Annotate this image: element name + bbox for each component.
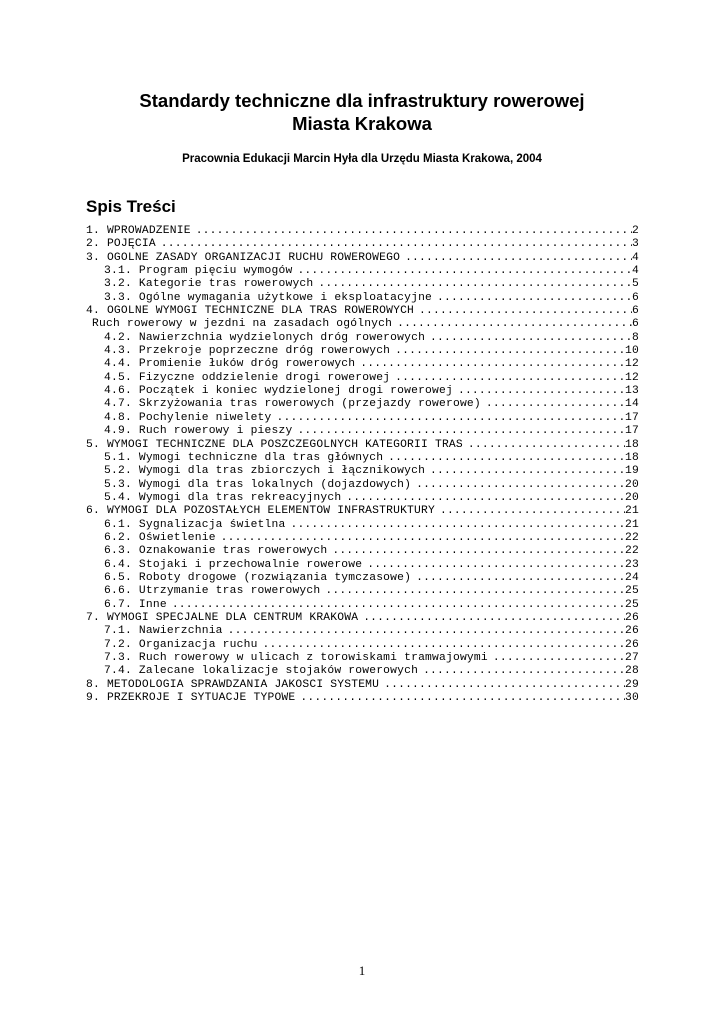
- toc-entry-title: 4.4. Promienie łuków dróg rowerowych: [104, 358, 356, 371]
- toc-dot-leader: [458, 385, 625, 398]
- toc-entry-page: 8: [632, 331, 639, 344]
- toc-entry-page: 12: [625, 371, 639, 384]
- toc-entry[interactable]: [86, 465, 639, 478]
- document-title-line1: Standardy techniczne dla infrastruktury rowerowej: [139, 90, 585, 111]
- toc-entry-page: 6: [632, 305, 639, 318]
- toc-entry[interactable]: [86, 318, 639, 331]
- toc-entry-title: 3.2. Kategorie tras rowerowych: [104, 278, 314, 291]
- toc-entry-page: 10: [625, 345, 639, 358]
- toc-entry-title: 6.1. Sygnalizacja świetlna: [104, 518, 286, 531]
- toc-entry[interactable]: [86, 665, 639, 678]
- toc-entry[interactable]: [86, 692, 639, 705]
- toc-entry-page: 4: [632, 251, 639, 264]
- toc-entry-page: 26: [625, 611, 639, 624]
- toc-dot-leader: [416, 572, 625, 585]
- toc-entry[interactable]: [86, 425, 639, 438]
- toc-entry-page: 22: [625, 545, 639, 558]
- toc-entry-title: 5. WYMOGI TECHNICZNE DLA POSZCZEGÓLNYCH KATEGORII TRAS: [86, 438, 463, 451]
- toc-entry[interactable]: [86, 492, 639, 505]
- toc-dot-leader: [332, 545, 625, 558]
- toc-entry[interactable]: [86, 358, 639, 371]
- document-title-line2: Miasta Krakowa: [292, 113, 432, 134]
- toc-entry[interactable]: [86, 572, 639, 585]
- toc-entry[interactable]: [86, 625, 639, 638]
- toc-entry[interactable]: [86, 292, 639, 305]
- toc-entry-page: 27: [625, 652, 639, 664]
- toc-entry-page: 6: [632, 291, 639, 304]
- toc-entry-title: 6.5. Roboty drogowe (rozwiązania tymczasowe): [104, 571, 412, 584]
- toc-entry-page: 22: [625, 531, 639, 544]
- toc-entry-title: 6.3. Oznakowanie tras rowerowych: [104, 545, 328, 558]
- toc-entry-page: 21: [625, 505, 639, 518]
- toc-dot-leader: [363, 612, 625, 625]
- toc-dot-leader: [221, 532, 625, 545]
- toc-entry-page: 2: [632, 225, 639, 237]
- toc-entry[interactable]: [86, 652, 639, 665]
- toc-entry-title: 4. OGÓLNE WYMOGI TECHNICZNE DLA TRAS ROWEROWYCH: [86, 305, 415, 318]
- toc-dot-leader: [360, 358, 625, 371]
- toc-entry-title: 4.7. Skrzyżowania tras rowerowych (przejazdy rowerowe): [104, 398, 481, 411]
- toc-dot-leader: [388, 452, 625, 465]
- toc-entry-title: 4.5. Fizyczne oddzielenie drogi rowerowej: [104, 371, 391, 384]
- toc-dot-leader: [318, 278, 632, 291]
- toc-entry-title: 6.6. Utrzymanie tras rowerowych: [104, 585, 321, 598]
- toc-entry-title: 4.9. Ruch rowerowy i pieszy: [104, 425, 293, 438]
- toc-entry-page: 25: [625, 598, 639, 611]
- toc-entry[interactable]: [86, 345, 639, 358]
- toc-dot-leader: [440, 505, 625, 518]
- toc-entry[interactable]: [86, 439, 639, 452]
- toc-entry-title: 2. POJĘCIA: [86, 238, 156, 251]
- toc-entry-title: 4.3. Przekroje poprzeczne dróg rowerowych: [104, 345, 391, 358]
- toc-dot-leader: [486, 398, 625, 411]
- toc-entry-page: 12: [625, 358, 639, 371]
- toc-dot-leader: [419, 305, 632, 318]
- toc-entry-page: 3: [632, 238, 639, 251]
- toc-entry[interactable]: [86, 479, 639, 492]
- toc-entry-page: 17: [625, 425, 639, 438]
- toc-entry[interactable]: [86, 225, 639, 238]
- document-subtitle: Pracownia Edukacji Marcin Hyła dla Urzędu Miasta Krakowa, 2004: [182, 153, 542, 165]
- toc-dot-leader: [395, 345, 625, 358]
- toc-entry-page: 23: [625, 558, 639, 571]
- toc-dot-leader: [416, 479, 625, 492]
- toc-entry-title: 4.8. Pochylenie niwelety: [104, 411, 272, 424]
- toc-entry-title: 5.4. Wymogi dla tras rekreacyjnych: [104, 491, 342, 504]
- toc-dot-leader: [437, 292, 632, 305]
- toc-dot-leader: [430, 332, 632, 345]
- toc-entry[interactable]: [86, 252, 639, 265]
- toc-entry-title: Ruch rowerowy w jezdni na zasadach ogólnych: [92, 318, 393, 331]
- toc-entry[interactable]: [86, 398, 639, 411]
- toc-entry-title: 9. PRZEKROJE I SYTUACJE TYPOWE: [86, 692, 296, 705]
- toc-entry[interactable]: [86, 519, 639, 532]
- toc-entry-page: 25: [625, 585, 639, 598]
- toc-entry[interactable]: [86, 532, 639, 545]
- toc-dot-leader: [367, 559, 625, 572]
- toc-entry-title: 4.2. Nawierzchnia wydzielonych dróg rowerowych: [104, 331, 426, 344]
- toc-dot-leader: [263, 639, 625, 652]
- toc-entry-page: 29: [625, 678, 639, 691]
- toc-dot-leader: [325, 585, 625, 598]
- toc-entry[interactable]: [86, 585, 639, 598]
- toc-dot-leader: [468, 439, 625, 452]
- toc-entry-page: 26: [625, 625, 639, 638]
- toc-dot-leader: [300, 692, 625, 705]
- toc-entry[interactable]: [86, 559, 639, 572]
- toc-dot-leader: [405, 252, 632, 265]
- toc-entry-title: 3. OGÓLNE ZASADY ORGANIZACJI RUCHU ROWEROWEGO: [86, 251, 401, 264]
- toc-entry[interactable]: [86, 599, 639, 612]
- toc-dot-leader: [346, 492, 625, 505]
- toc-dot-leader: [423, 665, 625, 678]
- toc-entry[interactable]: [86, 332, 639, 345]
- toc-entry-title: 6.7. Inne: [104, 598, 167, 611]
- toc-entry-title: 5.3. Wymogi dla tras lokalnych (dojazdowych): [104, 478, 412, 491]
- toc-entry-page: 5: [632, 278, 639, 291]
- toc-entry-page: 18: [625, 438, 639, 451]
- toc-entry-title: 5.2. Wymogi dla tras zbiorczych i łącznikowych: [104, 465, 426, 478]
- page-number: 1: [358, 963, 366, 978]
- toc-heading: Spis Treści: [86, 197, 176, 216]
- toc-entry-page: 4: [632, 265, 639, 278]
- toc-dot-leader: [297, 265, 632, 278]
- toc-dot-leader: [290, 519, 625, 532]
- toc-entry-title: 3.3. Ogólne wymagania użytkowe i eksploatacyjne: [104, 291, 433, 304]
- toc-dot-leader: [430, 465, 625, 478]
- toc-entry-page: 6: [632, 318, 639, 331]
- toc-entry[interactable]: [86, 305, 639, 318]
- toc-entry-page: 19: [625, 465, 639, 478]
- toc-entry-page: 18: [625, 451, 639, 464]
- toc-entry-title: 3.1. Program pięciu wymogów: [104, 265, 293, 278]
- toc-entry[interactable]: [86, 679, 639, 692]
- toc-dot-leader: [161, 238, 632, 251]
- toc-dot-leader: [395, 372, 625, 385]
- document-title: [0, 89, 724, 135]
- toc-dot-leader: [384, 679, 625, 692]
- toc-entry-page: 24: [625, 571, 639, 584]
- toc-entry-page: 26: [625, 638, 639, 651]
- toc-dot-leader: [397, 318, 632, 331]
- toc-entry[interactable]: [86, 372, 639, 385]
- toc-entry-page: 20: [625, 478, 639, 491]
- toc-entry[interactable]: [86, 505, 639, 518]
- toc-entry-title: 6.4. Stojaki i przechowalnie rowerowe: [104, 558, 363, 571]
- toc-dot-leader: [228, 625, 625, 638]
- toc-entry-page: 21: [625, 518, 639, 531]
- toc-entry-title: 1. WPROWADZENIE: [86, 225, 191, 237]
- toc-dot-leader: [196, 225, 632, 238]
- toc-entry[interactable]: [86, 412, 639, 425]
- toc-dot-leader: [277, 412, 626, 425]
- toc-entry-page: 14: [625, 398, 639, 411]
- toc-entry-page: 28: [625, 665, 639, 678]
- toc-entry-title: 8. METODOLOGIA SPRAWDZANIA JAKOŚCI SYSTEMU: [86, 678, 380, 691]
- toc-entry[interactable]: [86, 385, 639, 398]
- toc-entry-page: 20: [625, 491, 639, 504]
- toc-entry-page: 17: [625, 411, 639, 424]
- toc-dot-leader: [172, 599, 625, 612]
- toc-entry-title: 7.2. Organizacja ruchu: [104, 638, 258, 651]
- toc-entry-title: 7.1. Nawierzchnia: [104, 625, 223, 638]
- toc-entry-title: 4.6. Początek i koniec wydzielonej drogi rowerowej: [104, 385, 453, 398]
- toc-entry-title: 7.4. Zalecane lokalizacje stojaków rowerowych: [104, 665, 419, 678]
- toc-entry-title: 6.2. Oświetlenie: [104, 531, 216, 544]
- toc-dot-leader: [297, 425, 625, 438]
- toc-entry[interactable]: [86, 278, 639, 291]
- toc-entry-title: 5.1. Wymogi techniczne dla tras głównych: [104, 451, 384, 464]
- toc-entry[interactable]: [86, 238, 639, 251]
- toc-entry-title: 6. WYMOGI DLA POZOSTAŁYCH ELEMENTÓW INFRASTRUKTURY: [86, 505, 435, 518]
- toc-entry[interactable]: [86, 452, 639, 465]
- toc-dot-leader: [493, 652, 625, 665]
- toc-entry-page: 13: [625, 385, 639, 398]
- toc-entry-title: 7.3. Ruch rowerowy w ulicach z torowiskami tramwajowymi: [104, 652, 488, 664]
- toc-entry[interactable]: [86, 545, 639, 558]
- table-of-contents: [86, 225, 639, 705]
- toc-entry-title: 7. WYMOGI SPECJALNE DLA CENTRUM KRAKOWA: [86, 611, 359, 624]
- toc-entry[interactable]: [86, 639, 639, 652]
- toc-entry[interactable]: [86, 265, 639, 278]
- toc-entry[interactable]: [86, 612, 639, 625]
- toc-entry-page: 30: [625, 692, 639, 705]
